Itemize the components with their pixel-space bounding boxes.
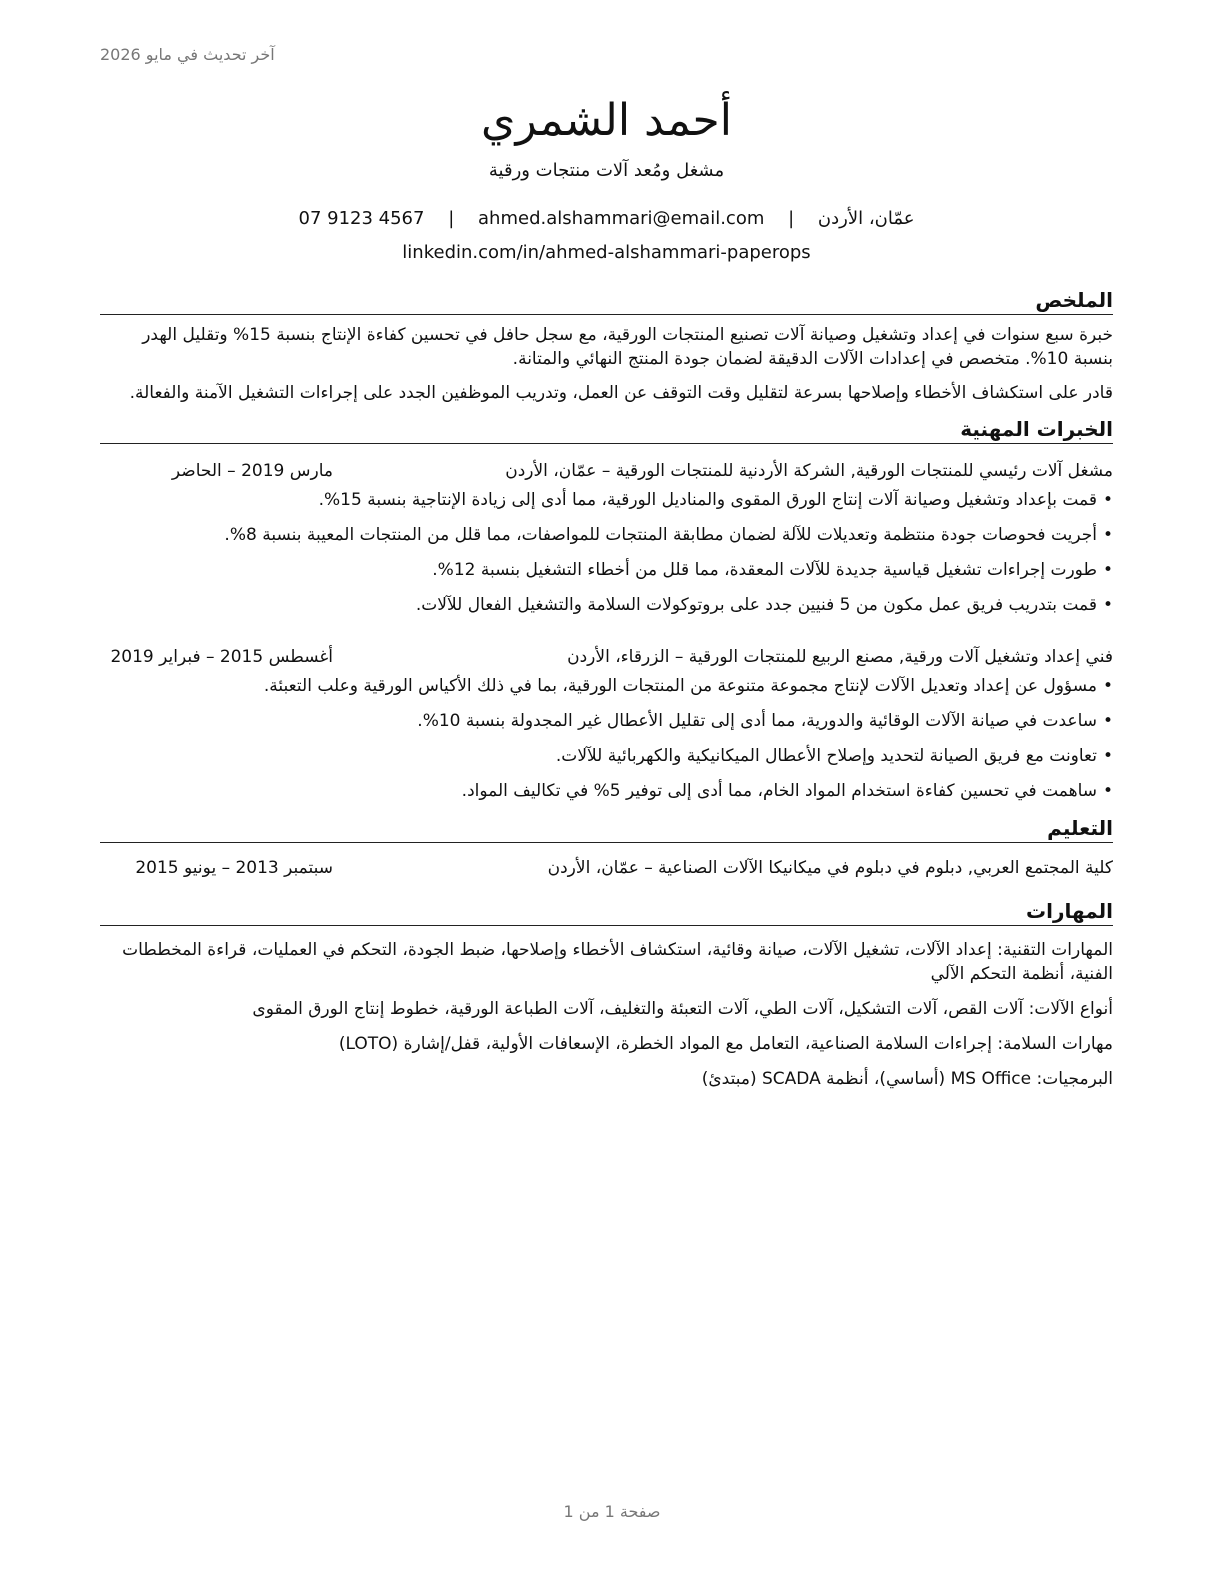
bullet-icon: • xyxy=(1102,595,1113,615)
bullet-icon: • xyxy=(1102,525,1113,545)
job-bullets xyxy=(100,674,1113,803)
job-bullets xyxy=(100,488,1113,617)
job-header xyxy=(100,458,1113,484)
contact-line xyxy=(100,206,1113,232)
summary-body xyxy=(100,323,1113,405)
bullet-text: ساعدت في صيانة الآلات الوقائية والدورية، مما أدى إلى تقليل الأعطال غير المجدولة بنسبة 10%. xyxy=(417,711,1097,731)
skills-technical: المهارات التقنية: إعداد الآلات، تشغيل الآلات، صيانة وقائية، استكشاف الأخطاء وإصلاحها، ضبط الجودة، التحكم في العمليات، قراءة المخططات الفنية، أنظمة التحكم الآلي xyxy=(122,940,1113,984)
skills-machine-types: أنواع الآلات: آلات القص، آلات التشكيل، آلات الطي، آلات التعبئة والتغليف، آلات الطباعة الورقية، خطوط إنتاج الورق المقوى xyxy=(252,999,1113,1019)
bullet-icon: • xyxy=(1102,676,1113,696)
contact-email[interactable]: ahmed.alshammari@email.com xyxy=(478,208,765,229)
resume-page xyxy=(100,0,1113,1091)
job-dates: أغسطس 2015 – فبراير 2019 xyxy=(110,647,333,667)
bullet-text: طورت إجراءات تشغيل قياسية جديدة للآلات المعقدة، مما قلل من أخطاء التشغيل بنسبة 12%. xyxy=(432,560,1097,580)
skills-section-title: المهارات xyxy=(100,897,1113,926)
experience-list xyxy=(100,458,1113,803)
contact-location: عمّان، الأردن xyxy=(817,208,915,229)
summary-paragraph: قادر على استكشاف الأخطاء وإصلاحها بسرعة لتقليل وقت التوقف عن العمل، وتدريب الموظفين الجدد على إجراءات التشغيل الآمنة والفعالة. xyxy=(129,383,1113,403)
job-header xyxy=(100,644,1113,670)
summary-section-title: الملخص xyxy=(100,286,1113,315)
skills-safety: مهارات السلامة: إجراءات السلامة الصناعية، التعامل مع المواد الخطرة، الإسعافات الأولية، قفل/إشارة (LOTO) xyxy=(338,1034,1113,1054)
bullet-text: أجريت فحوصات جودة منتظمة وتعديلات للآلة لضمان مطابقة المنتجات للمواصفات، مما قلل من المنتجات المعيبة بنسبة 8%. xyxy=(224,525,1097,545)
experience-section-title: الخبرات المهنية xyxy=(100,415,1113,444)
bullet-item xyxy=(100,558,1113,582)
job-subtitle: مشغل ومُعد آلات منتجات ورقية xyxy=(488,160,725,181)
education-section-title: التعليم xyxy=(100,814,1113,843)
linkedin-link[interactable]: linkedin.com/in/ahmed-alshammari-paperops xyxy=(402,242,811,263)
skills-software: البرمجيات: MS Office (أساسي)، أنظمة SCADA (مبتدئ) xyxy=(701,1069,1113,1089)
bullet-text: قمت بإعداد وتشغيل وصيانة آلات إنتاج الورق المقوى والمناديل الورقية، مما أدى إلى زيادة الإنتاجية بنسبة 15%. xyxy=(318,490,1097,510)
education-dates: سبتمبر 2013 – يونيو 2015 xyxy=(135,858,333,878)
contact-phone: 07 9123 4567 xyxy=(298,208,425,229)
job-title: مشغل آلات رئيسي للمنتجات الورقية, الشركة الأردنية للمنتجات الورقية – عمّان، الأردن xyxy=(505,461,1113,481)
bullet-text: ساهمت في تحسين كفاءة استخدام المواد الخام، مما أدى إلى توفير 5% في تكاليف المواد. xyxy=(461,781,1097,801)
summary-paragraph: خبرة سبع سنوات في إعداد وتشغيل وصيانة آلات تصنيع المنتجات الورقية، مع سجل حافل في تحسين كفاءة الإنتاج بنسبة 15% وتقليل الهدر بنسبة 10%. متخصص في إعدادات الآلات الدقيقة لضمان جودة المنتج النهائي والمتانة. xyxy=(142,325,1113,369)
bullet-text: قمت بتدريب فريق عمل مكون من 5 فنيين جدد على بروتوكولات السلامة والتشغيل الفعال للآلات. xyxy=(415,595,1097,615)
job-title: فني إعداد وتشغيل آلات ورقية, مصنع الربيع للمنتجات الورقية – الزرقاء، الأردن xyxy=(567,647,1113,667)
job-dates: مارس 2019 – الحاضر xyxy=(171,461,333,481)
contact-separator: | xyxy=(448,208,455,229)
bullet-text: تعاونت مع فريق الصيانة لتحديد وإصلاح الأعطال الميكانيكية والكهربائية للآلات. xyxy=(555,746,1097,766)
bullet-item xyxy=(100,488,1113,512)
contact-separator: | xyxy=(788,208,795,229)
bullet-icon: • xyxy=(1102,781,1113,801)
candidate-name: أحمد الشمري xyxy=(481,95,732,146)
bullet-icon: • xyxy=(1102,560,1113,580)
last-updated-note: آخر تحديث في مايو 2026 xyxy=(100,45,275,64)
education-entry xyxy=(100,855,1113,881)
bullet-icon: • xyxy=(1102,490,1113,510)
skills-list xyxy=(100,938,1113,1091)
education-heading: كلية المجتمع العربي, دبلوم في دبلوم في ميكانيكا الآلات الصناعية – عمّان، الأردن xyxy=(547,858,1113,878)
bullet-text: مسؤول عن إعداد وتعديل الآلات لإنتاج مجموعة متنوعة من المنتجات الورقية، بما في ذلك الأكياس الورقية وعلب التعبئة. xyxy=(263,676,1097,696)
job-spacer xyxy=(100,628,1113,644)
bullet-item xyxy=(100,744,1113,768)
bullet-item xyxy=(100,779,1113,803)
bullet-item xyxy=(100,523,1113,547)
bullet-item xyxy=(100,709,1113,733)
bullet-icon: • xyxy=(1102,746,1113,766)
bullet-item xyxy=(100,593,1113,617)
page-number: صفحة 1 من 1 xyxy=(563,1502,661,1521)
bullet-item xyxy=(100,674,1113,698)
bullet-icon: • xyxy=(1102,711,1113,731)
